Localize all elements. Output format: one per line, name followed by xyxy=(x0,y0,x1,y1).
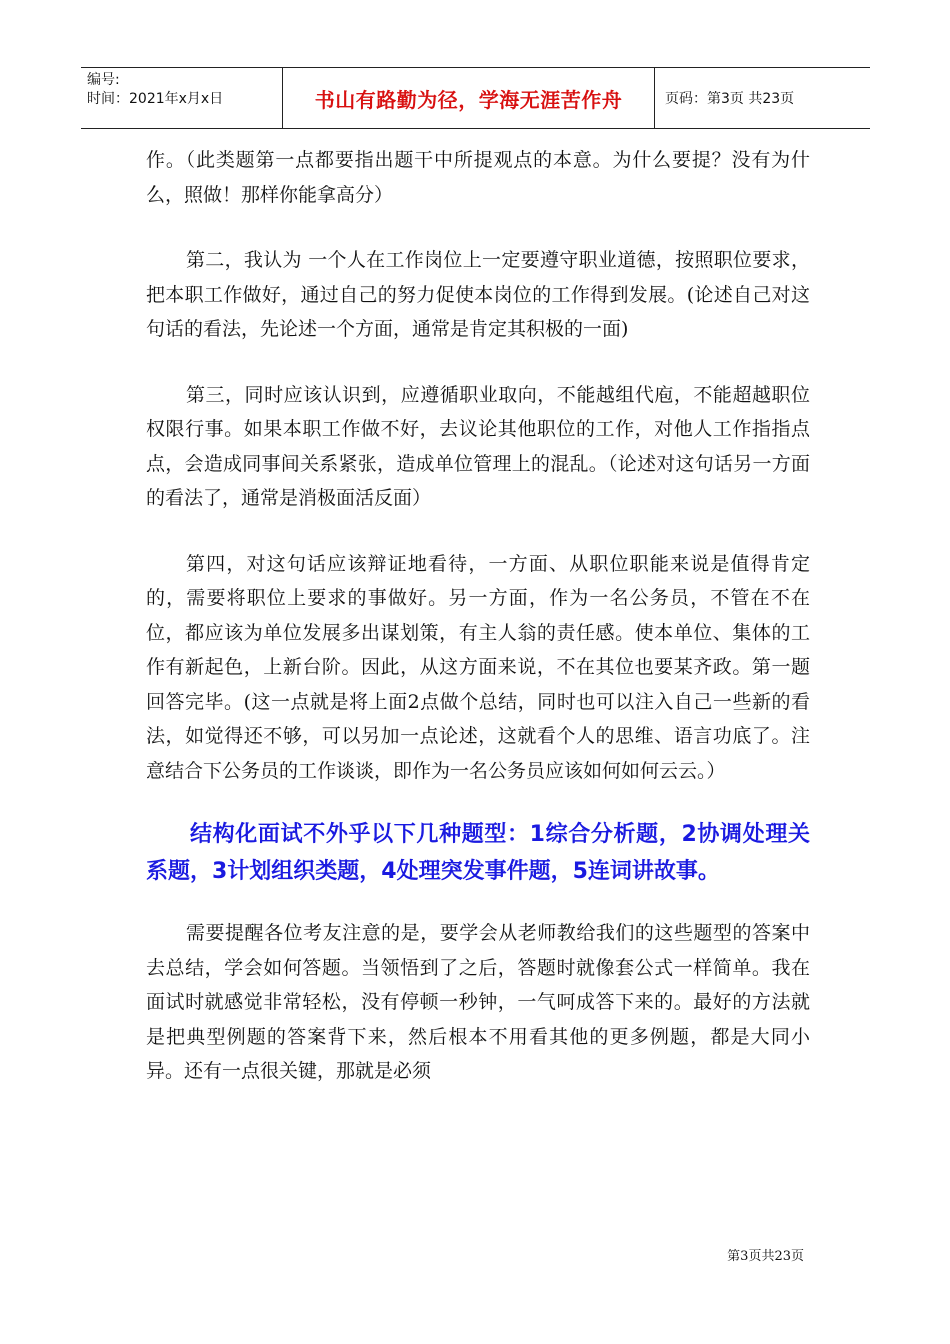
emphasis-heading: 结构化面试不外乎以下几种题型：1综合分析题，2协调处理关系题，3计划组织类题，4处理突发事件题，5连词讲故事。 xyxy=(146,822,810,884)
page-footer: 第3页共23页 xyxy=(727,1249,804,1264)
page-header xyxy=(81,67,870,129)
paragraph-advice: 需要提醒各位考友注意的是，要学会从老师教给我们的这些题型的答案中去总结，学会如何答题。当领悟到了之后，答题时就像套公式一样简单。我在面试时就感觉非常轻松，没有停顿一秒钟，一气呵成答下来的。最好的方法就是把典型例题的答案背下来，然后根本不用看其他的更多例题，都是大同小异。还有一点很关键，那就是必须 xyxy=(146,922,810,1082)
header-meta xyxy=(81,68,283,128)
paragraph-fourth-point: 第四，对这句话应该辩证地看待，一方面、从职位职能来说是值得肯定的，需要将职位上要求的事做好。另一方面，作为一名公务员，不管在不在位，都应该为单位发展多出谋划策，有主人翁的责任感。使本单位、集体的工作有新起色，上新台阶。因此，从这方面来说，不在其位也要某齐政。第一题回答完毕。(这一点就是将上面2点做个总结，同时也可以注入自己一些新的看法，如觉得还不够，可以另加一点论述，这就看个人的思维、语言功底了。注意结合下公务员的工作谈谈，即作为一名公务员应该如何如何云云。） xyxy=(146,552,810,782)
header-page-info: 页码：第3页 共23页 xyxy=(665,91,795,107)
header-number-label: 编号: xyxy=(87,72,120,88)
paragraph-second-point: 第二，我认为 一个人在工作岗位上一定要遵守职业道德，按照职位要求，把本职工作做好，通过自己的努力促使本岗位的工作得到发展。(论述自己对这句话的看法，先论述一个方面，通常是肯定其积极的一面) xyxy=(146,249,810,340)
header-date: 时间：2021年x月x日 xyxy=(87,91,224,107)
paragraph-continuation: 作。（此类题第一点都要指出题干中所提观点的本意。为什么要提？没有为什么，照做！那样你能拿高分） xyxy=(146,149,810,206)
paragraph-third-point: 第三，同时应该认识到，应遵循职业取向，不能越组代庖，不能超越职位权限行事。如果本职工作做不好，去议论其他职位的工作，对他人工作指指点点，会造成同事间关系紧张，造成单位管理上的混乱。（论述对这句话另一方面的看法了，通常是消极面活反面） xyxy=(146,383,810,509)
header-motto: 书山有路勤为径，学海无涯苦作舟 xyxy=(283,68,655,128)
document-body xyxy=(146,143,810,1089)
